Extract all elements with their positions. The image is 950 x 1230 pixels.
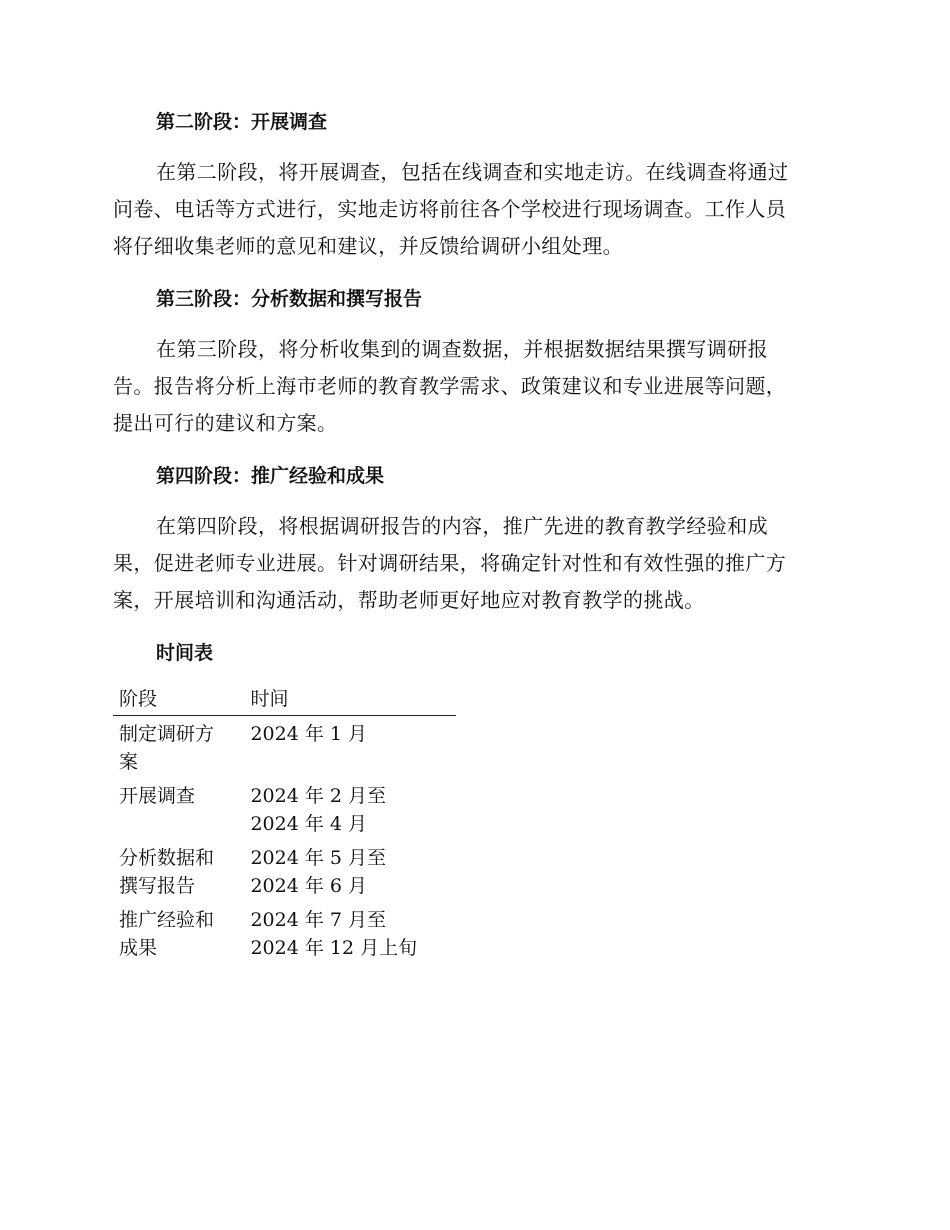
timeline-cell-time [244, 902, 456, 964]
cell-text: 2024 年 5 月至 2024 年 6 月 [250, 847, 386, 897]
table-row [113, 716, 456, 779]
table-row [113, 840, 456, 902]
paragraph-line: 在第四阶段，将根据调研报告的内容，推广先进的教育教学经验和成 [156, 514, 768, 538]
timeline-heading: 时间表 [156, 642, 214, 664]
timeline-cell-time [244, 778, 456, 840]
section-paragraph-stage-4 [113, 508, 835, 619]
cell-text: 2024 年 1 月 [250, 723, 367, 745]
section-heading-stage-3: 第三阶段：分析数据和撰写报告 [156, 288, 423, 310]
timeline-cell-time [244, 716, 456, 779]
paragraph-line: 将仔细收集老师的意见和建议，并反馈给调研小组处理。 [113, 234, 623, 258]
paragraph-line: 问卷、电话等方式进行，实地走访将前往各个学校进行现场调查。工作人员 [113, 197, 787, 221]
cell-text: 分析数据和撰写报告 [119, 847, 215, 897]
cell-text: 制定调研方案 [119, 723, 215, 773]
paragraph-line: 在第三阶段，将分析收集到的调查数据，并根据数据结果撰写调研报 [156, 337, 768, 361]
section-paragraph-stage-3 [113, 331, 835, 442]
document-page [113, 108, 835, 964]
paragraph-line: 告。报告将分析上海市老师的教育教学需求、政策建议和专业进展等问题， [113, 374, 787, 398]
cell-text: 2024 年 7 月至 2024 年 12 月上旬 [250, 909, 418, 959]
timeline-cell-stage [113, 716, 244, 779]
timeline-header-row [113, 685, 456, 716]
cell-text: 推广经验和成果 [119, 909, 215, 959]
timeline-cell-stage [113, 778, 244, 840]
section-heading-stage-2: 第二阶段：开展调查 [156, 111, 328, 133]
cell-text: 开展调查 [119, 785, 196, 807]
timeline-cell-stage [113, 840, 244, 902]
paragraph-line: 果，促进老师专业进展。针对调研结果，将确定针对性和有效性强的推广方 [113, 551, 787, 575]
timeline-header-time: 时间 [244, 685, 456, 716]
timeline-cell-time [244, 840, 456, 902]
timeline-header-stage: 阶段 [113, 685, 244, 716]
timeline-table [113, 685, 456, 964]
paragraph-line: 提出可行的建议和方案。 [113, 411, 338, 435]
table-row [113, 778, 456, 840]
table-row [113, 902, 456, 964]
section-paragraph-stage-2 [113, 154, 835, 265]
section-heading-stage-4: 第四阶段：推广经验和成果 [156, 465, 385, 487]
cell-text: 2024 年 2 月至 2024 年 4 月 [250, 785, 386, 835]
paragraph-line: 在第二阶段，将开展调查，包括在线调查和实地走访。在线调查将通过 [156, 160, 789, 184]
timeline-cell-stage [113, 902, 244, 964]
paragraph-line: 案，开展培训和沟通活动，帮助老师更好地应对教育教学的挑战。 [113, 588, 705, 612]
